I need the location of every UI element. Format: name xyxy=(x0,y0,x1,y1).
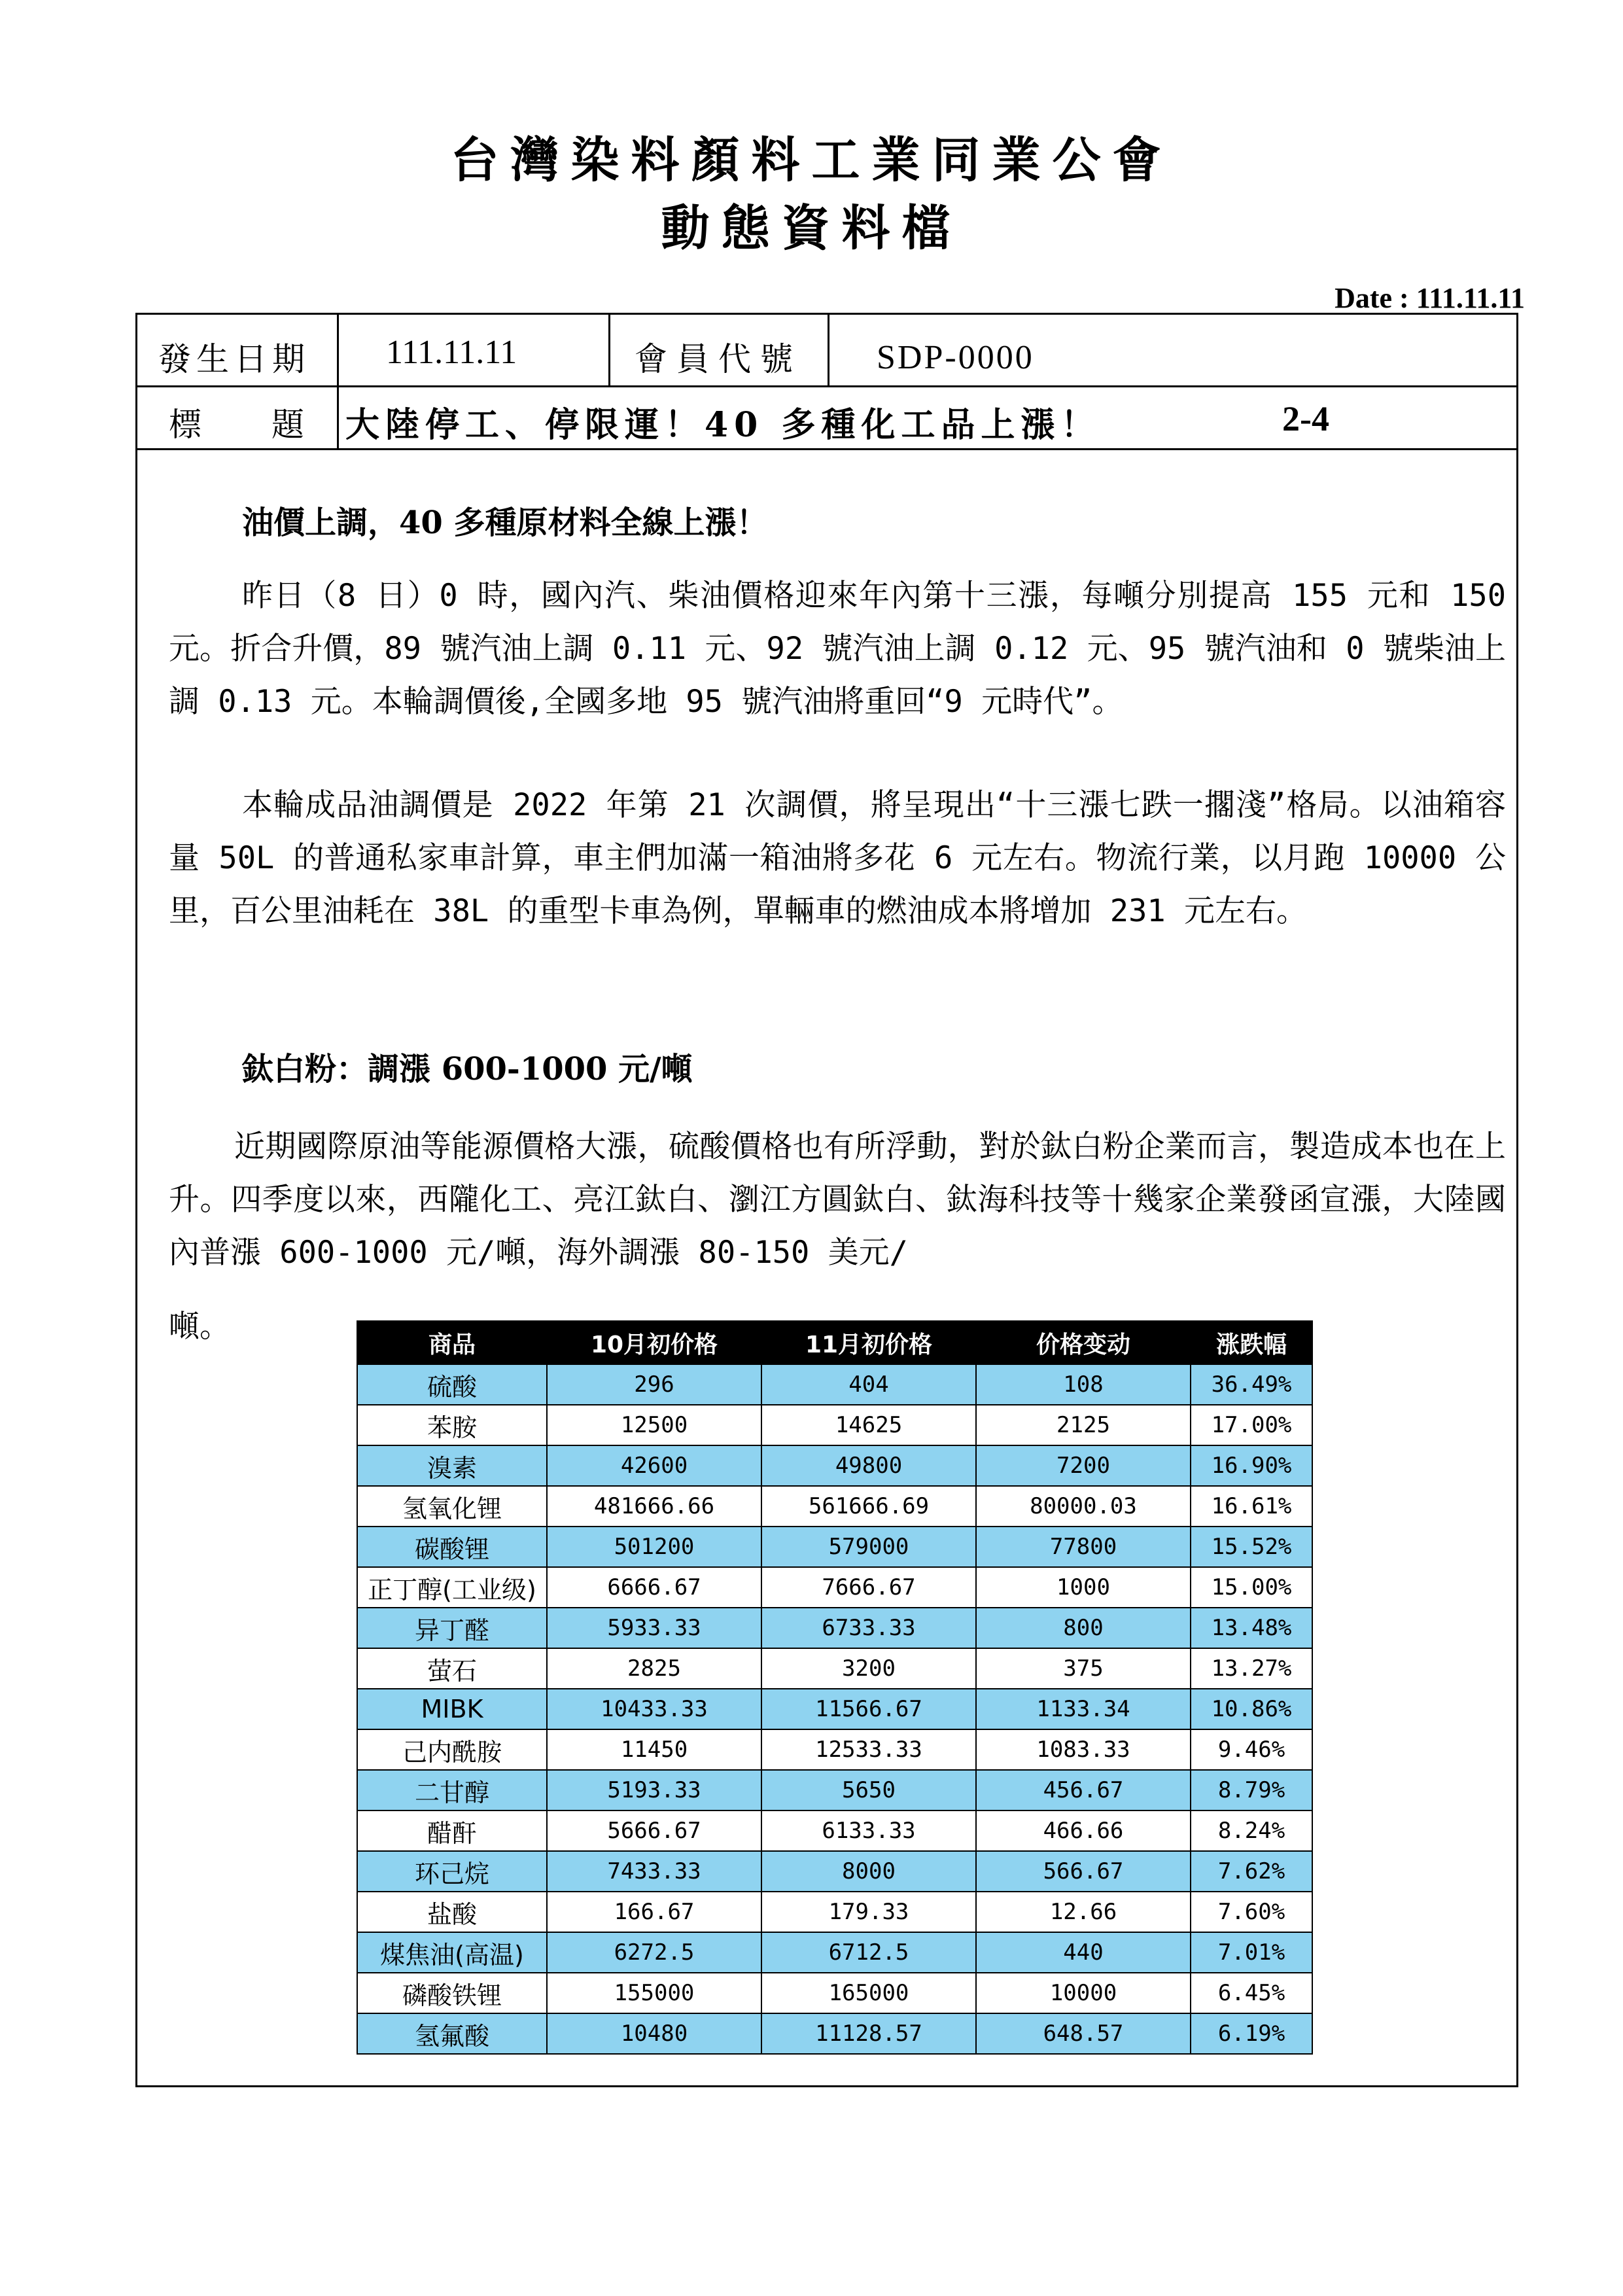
table-row xyxy=(357,1364,1312,1405)
paragraph-refined-oil: 本輪成品油調價是 2022 年第 21 次調價，將呈現出“十三漲七跌一擱淺”格局。以油箱容量 50L 的普通私家車計算，車主們加滿一箱油將多花 6 元左右。物流行業，以月跑 10000 公里，百公里油耗在 38L 的重型卡車為例，單輛車的燃油成本將增加 231 元左右。 xyxy=(169,787,1506,929)
paragraph-titanium: 近期國際原油等能源價格大漲，硫酸價格也有所浮動，對於鈦白粉企業而言，製造成本也在上升。四季度以來，西隴化工、亮江鈦白、瀏江方圓鈦白、鈦海科技等十幾家企業發函宣漲，大陸國內普漲 600-1000 元/噸，海外調漲 80-150 美元/ xyxy=(169,1129,1506,1271)
change-pct-cell: 16.90% xyxy=(1191,1445,1312,1486)
paragraph-titanium-tail: 噸。 xyxy=(169,1309,230,1345)
price-change-cell: 7200 xyxy=(976,1445,1191,1486)
change-pct-cell: 7.62% xyxy=(1191,1851,1312,1892)
oct-price-cell: 6666.67 xyxy=(547,1567,761,1608)
oct-price-cell: 501200 xyxy=(547,1527,761,1567)
col-divider xyxy=(828,315,829,385)
price-change-cell: 440 xyxy=(976,1932,1191,1973)
price-change-cell: 648.57 xyxy=(976,2013,1191,2054)
product-cell: 苯胺 xyxy=(357,1405,547,1445)
change-pct-cell: 6.45% xyxy=(1191,1973,1312,2013)
product-cell: 氢氧化锂 xyxy=(357,1486,547,1527)
nov-price-cell: 179.33 xyxy=(761,1892,976,1932)
oct-price-cell: 11450 xyxy=(547,1729,761,1770)
price-change-cell: 1000 xyxy=(976,1567,1191,1608)
oct-price-cell: 155000 xyxy=(547,1973,761,2013)
product-cell: 异丁醛 xyxy=(357,1608,547,1648)
document-subtitle: 動態資料檔 xyxy=(661,200,962,256)
table-row xyxy=(357,1567,1312,1608)
nov-price-cell: 6712.5 xyxy=(761,1932,976,1973)
oct-price-cell: 7433.33 xyxy=(547,1851,761,1892)
price-change-cell: 108 xyxy=(976,1364,1191,1405)
table-row xyxy=(357,1445,1312,1486)
price-change-cell: 1083.33 xyxy=(976,1729,1191,1770)
member-id-value: SDP-0000 xyxy=(877,339,1034,376)
product-cell: 正丁醇(工业级) xyxy=(357,1567,547,1608)
row-divider xyxy=(137,448,1516,450)
table-header-row xyxy=(357,1321,1312,1364)
nov-price-cell: 7666.67 xyxy=(761,1567,976,1608)
change-pct-cell: 13.27% xyxy=(1191,1648,1312,1689)
nov-price-cell: 8000 xyxy=(761,1851,976,1892)
nov-price-cell: 14625 xyxy=(761,1405,976,1445)
col-divider xyxy=(608,315,610,385)
nov-price-cell: 579000 xyxy=(761,1527,976,1567)
product-cell: 己内酰胺 xyxy=(357,1729,547,1770)
oct-price-cell: 10433.33 xyxy=(547,1689,761,1729)
change-pct-cell: 15.52% xyxy=(1191,1527,1312,1567)
change-pct-cell: 7.01% xyxy=(1191,1932,1312,1973)
subject-value: 大陸停工、停限運！40 多種化工品上漲！ xyxy=(345,405,1101,445)
change-pct-cell: 17.00% xyxy=(1191,1405,1312,1445)
column-header-price-change: 价格变动 xyxy=(976,1321,1191,1364)
nov-price-cell: 49800 xyxy=(761,1445,976,1486)
nov-price-cell: 6133.33 xyxy=(761,1810,976,1851)
oct-price-cell: 42600 xyxy=(547,1445,761,1486)
product-cell: 碳酸锂 xyxy=(357,1527,547,1567)
product-cell: 环己烷 xyxy=(357,1851,547,1892)
row-divider xyxy=(137,385,1516,387)
change-pct-cell: 9.46% xyxy=(1191,1729,1312,1770)
document-title: 台灣染料顏料工業同業公會 xyxy=(450,132,1173,188)
oct-price-cell: 2825 xyxy=(547,1648,761,1689)
price-change-cell: 2125 xyxy=(976,1405,1191,1445)
subject-label-second: 題 xyxy=(271,406,304,444)
date-value: 111.11.11 xyxy=(386,334,517,371)
nov-price-cell: 561666.69 xyxy=(761,1486,976,1527)
table-row xyxy=(357,1689,1312,1729)
change-pct-cell: 16.61% xyxy=(1191,1486,1312,1527)
product-cell: 二甘醇 xyxy=(357,1770,547,1810)
price-change-cell: 566.67 xyxy=(976,1851,1191,1892)
change-pct-cell: 13.48% xyxy=(1191,1608,1312,1648)
product-cell: 盐酸 xyxy=(357,1892,547,1932)
table-row xyxy=(357,1851,1312,1892)
nov-price-cell: 12533.33 xyxy=(761,1729,976,1770)
price-change-cell: 375 xyxy=(976,1648,1191,1689)
price-change-cell: 1133.34 xyxy=(976,1689,1191,1729)
table-row xyxy=(357,1648,1312,1689)
change-pct-cell: 7.60% xyxy=(1191,1892,1312,1932)
table-row xyxy=(357,1770,1312,1810)
col-divider xyxy=(337,315,339,385)
table-row xyxy=(357,2013,1312,2054)
oct-price-cell: 6272.5 xyxy=(547,1932,761,1973)
price-change-cell: 800 xyxy=(976,1608,1191,1648)
product-cell: MIBK xyxy=(357,1689,547,1729)
column-header-oct-price: 10月初价格 xyxy=(547,1321,761,1364)
oct-price-cell: 5933.33 xyxy=(547,1608,761,1648)
table-row xyxy=(357,1810,1312,1851)
table-row xyxy=(357,1608,1312,1648)
product-cell: 硫酸 xyxy=(357,1364,547,1405)
table-row xyxy=(357,1486,1312,1527)
oct-price-cell: 12500 xyxy=(547,1405,761,1445)
price-change-cell: 10000 xyxy=(976,1973,1191,2013)
product-cell: 煤焦油(高温) xyxy=(357,1932,547,1973)
price-change-cell: 80000.03 xyxy=(976,1486,1191,1527)
product-cell: 萤石 xyxy=(357,1648,547,1689)
change-pct-cell: 8.79% xyxy=(1191,1770,1312,1810)
document-date: Date : 111.11.11 xyxy=(1335,282,1525,314)
date-label: 發生日期 xyxy=(158,340,310,378)
paragraph-oil-price: 昨日（8 日）0 時，國內汽、柴油價格迎來年內第十三漲，每噸分別提高 155 元和 150 元。折合升價，89 號汽油上調 0.11 元、92 號汽油上調 0.12 元、95 號汽油和 0 號柴油上調 0.13 元。本輪調價後,全國多地 95 號汽油將重回“9 元時代”。 xyxy=(169,578,1506,720)
price-change-cell: 77800 xyxy=(976,1527,1191,1567)
product-cell: 磷酸铁锂 xyxy=(357,1973,547,2013)
nov-price-cell: 11128.57 xyxy=(761,2013,976,2054)
change-pct-cell: 15.00% xyxy=(1191,1567,1312,1608)
change-pct-cell: 8.24% xyxy=(1191,1810,1312,1851)
member-label: 會員代號 xyxy=(635,340,802,378)
nov-price-cell: 6733.33 xyxy=(761,1608,976,1648)
oct-price-cell: 5666.67 xyxy=(547,1810,761,1851)
table-row xyxy=(357,1527,1312,1567)
product-cell: 醋酐 xyxy=(357,1810,547,1851)
col-divider xyxy=(337,385,339,448)
nov-price-cell: 165000 xyxy=(761,1973,976,2013)
oct-price-cell: 166.67 xyxy=(547,1892,761,1932)
nov-price-cell: 11566.67 xyxy=(761,1689,976,1729)
oct-price-cell: 10480 xyxy=(547,2013,761,2054)
subject-label-first: 標 xyxy=(169,406,201,444)
nov-price-cell: 404 xyxy=(761,1364,976,1405)
table-row xyxy=(357,1932,1312,1973)
table-row xyxy=(357,1973,1312,2013)
column-header-change-pct: 涨跌幅 xyxy=(1191,1321,1312,1364)
column-header-nov-price: 11月初价格 xyxy=(761,1321,976,1364)
price-change-cell: 466.66 xyxy=(976,1810,1191,1851)
nov-price-cell: 5650 xyxy=(761,1770,976,1810)
column-header-product: 商品 xyxy=(357,1321,547,1364)
price-change-cell: 12.66 xyxy=(976,1892,1191,1932)
table-row xyxy=(357,1729,1312,1770)
oct-price-cell: 481666.66 xyxy=(547,1486,761,1527)
oct-price-cell: 296 xyxy=(547,1364,761,1405)
change-pct-cell: 10.86% xyxy=(1191,1689,1312,1729)
change-pct-cell: 6.19% xyxy=(1191,2013,1312,2054)
section-heading-oil: 油價上調，40 多種原材料全線上漲！ xyxy=(242,504,768,541)
page-reference: 2-4 xyxy=(1282,399,1329,438)
product-cell: 溴素 xyxy=(357,1445,547,1486)
product-cell: 氢氟酸 xyxy=(357,2013,547,2054)
table-row xyxy=(357,1405,1312,1445)
table-row xyxy=(357,1892,1312,1932)
oct-price-cell: 5193.33 xyxy=(547,1770,761,1810)
section-heading-titanium: 鈦白粉：調漲 600-1000 元/噸 xyxy=(242,1051,693,1087)
nov-price-cell: 3200 xyxy=(761,1648,976,1689)
price-change-table xyxy=(357,1320,1313,2055)
price-change-cell: 456.67 xyxy=(976,1770,1191,1810)
change-pct-cell: 36.49% xyxy=(1191,1364,1312,1405)
